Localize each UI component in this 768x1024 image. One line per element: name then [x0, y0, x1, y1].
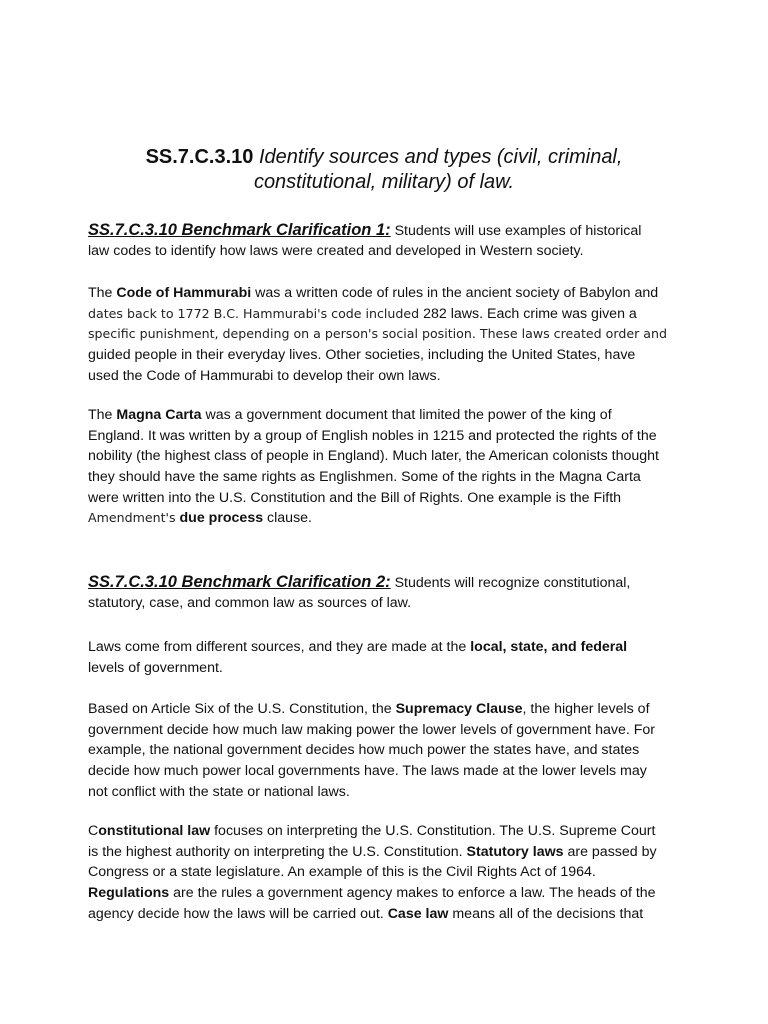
- text-line: [88, 446, 708, 467]
- text-segment: decide how much power local governments have. The laws made at the lower levels may: [88, 763, 647, 780]
- text-line: [88, 842, 708, 863]
- text-line: [88, 904, 708, 925]
- supremacy-paragraph: [88, 699, 708, 802]
- hammurabi-paragraph: [88, 283, 708, 386]
- text-segment: law codes to identify how laws were created and developed in Western society.: [88, 242, 584, 259]
- bold-term: onstitutional law: [98, 823, 211, 839]
- text-segment: are passed by: [563, 843, 657, 860]
- text-segment: guided people in their everyday lives. Other societies, including the United States, have: [88, 347, 636, 364]
- bold-term: Regulations: [88, 885, 170, 902]
- text-segment: were written into the U.S. Constitution and the Bill of Rights. One example is the Fifth: [88, 489, 622, 506]
- text-segment: are the rules a government agency makes to enforce a law. The heads of the: [169, 885, 656, 902]
- bold-term: Code of Hammurabi: [116, 285, 252, 301]
- text-segment: not conflict with the state or national laws.: [88, 783, 350, 800]
- bold-term: local, state, and federal: [470, 639, 628, 655]
- text-segment: clause.: [263, 510, 313, 527]
- text-line: [88, 220, 708, 241]
- text-line: [88, 862, 708, 883]
- text-segment: levels of government.: [88, 659, 223, 676]
- text-segment: was a government document that limited the power of the king of: [201, 407, 612, 423]
- text-line: [88, 883, 708, 904]
- text-segment: government decide how much law making power the lower levels of government have. For: [88, 721, 655, 738]
- text-segment: they should have the same rights as Englishmen. Some of the rights in the Magna Carta: [88, 469, 641, 486]
- text-segment: Amendment's: [88, 510, 176, 526]
- text-segment: C: [88, 823, 99, 839]
- bold-term: Statutory laws: [466, 843, 564, 860]
- document-title: [0, 145, 768, 169]
- text-segment: Based on Article Six of the U.S. Constitution, the: [88, 701, 396, 717]
- bold-term: Magna Carta: [116, 407, 202, 423]
- text-line: [88, 782, 708, 803]
- text-line: [88, 467, 708, 488]
- text-segment: Congress or a state legislature. An example of this is the Civil Rights Act of 1964.: [88, 864, 596, 881]
- title-description-line-2: constitutional, military) of law.: [253, 171, 515, 193]
- section-heading: SS.7.C.3.10 Benchmark Clarification 2:: [88, 573, 391, 591]
- section-heading: SS.7.C.3.10 Benchmark Clarification 1:: [88, 221, 391, 239]
- text-line: [88, 366, 708, 387]
- title-description-line-1: Identify sources and types (civil, criminal,: [258, 146, 623, 168]
- text-segment: focuses on interpreting the U.S. Constitution. The U.S. Supreme Court: [210, 823, 656, 839]
- text-line: [88, 283, 708, 304]
- text-segment: The: [88, 285, 117, 301]
- text-line: [88, 699, 708, 720]
- text-line: [88, 241, 708, 262]
- levels-paragraph: [88, 637, 708, 678]
- text-segment: statutory, case, and common law as sources of law.: [88, 594, 412, 611]
- text-line: [88, 658, 708, 679]
- text-segment: , the higher levels of: [522, 701, 650, 717]
- text-segment: England. It was written by a group of English nobles in 1215 and protected the rights of the: [88, 427, 657, 444]
- text-segment: example, the national government decides how much power the states have, and states: [88, 742, 640, 759]
- text-segment: 282 laws. Each crime was given a: [419, 305, 637, 322]
- bold-term: Supremacy Clause: [395, 701, 523, 717]
- text-segment: used the Code of Hammurabi to develop their own laws.: [88, 367, 441, 384]
- text-line: [88, 426, 708, 447]
- text-segment: means all of the decisions that: [448, 905, 644, 922]
- benchmark-code: SS.7.C.3.10: [145, 146, 254, 168]
- text-line: [88, 488, 708, 509]
- text-line: [88, 761, 708, 782]
- text-segment: agency decide how the laws will be carried out.: [88, 905, 388, 922]
- text-line: [88, 304, 708, 325]
- bold-term: Case law: [387, 905, 449, 922]
- text-line: [88, 324, 708, 345]
- clarification-1: [88, 220, 708, 261]
- text-segment: Laws come from different sources, and they are made at the: [88, 639, 471, 655]
- text-segment: is the highest authority on interpreting the U.S. Constitution.: [88, 843, 467, 860]
- text-line: [88, 593, 708, 614]
- text-line: [88, 508, 708, 529]
- bold-term: due process: [175, 510, 264, 527]
- text-line: [88, 345, 708, 366]
- magna-carta-paragraph: [88, 405, 708, 529]
- text-segment: specific punishment, depending on a person's social position. These laws created order and: [88, 326, 667, 342]
- text-line: [88, 740, 708, 761]
- text-segment: nobility (the highest class of people in England). Much later, the American colonists thought: [88, 448, 659, 465]
- text-line: [88, 720, 708, 741]
- types-of-law-paragraph: [88, 821, 708, 924]
- text-line: [88, 637, 708, 658]
- text-line: [88, 821, 708, 842]
- text-line: [88, 572, 708, 593]
- text-segment: Students will recognize constitutional,: [390, 575, 631, 591]
- text-segment: The: [88, 407, 117, 423]
- text-segment: dates back to 1772 B.C. Hammurabi's code included: [88, 305, 420, 321]
- text-line: [88, 405, 708, 426]
- document-title-line-2: [0, 170, 768, 194]
- clarification-2: [88, 572, 708, 613]
- text-segment: was a written code of rules in the ancient society of Babylon and: [251, 285, 659, 301]
- text-segment: Students will use examples of historical: [390, 223, 642, 239]
